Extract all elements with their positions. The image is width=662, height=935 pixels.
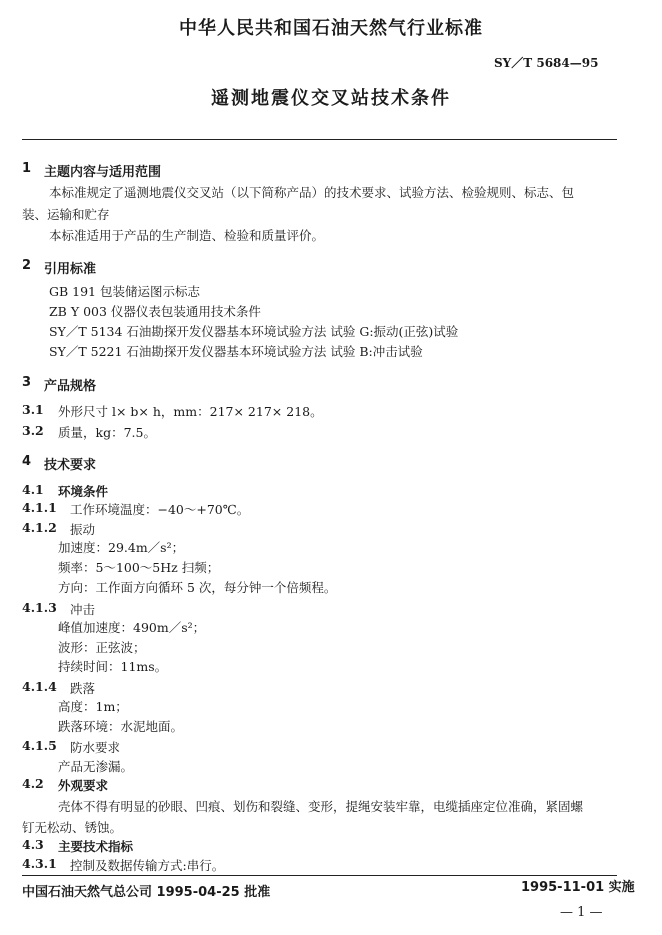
section-2-number: 2 — [22, 258, 32, 273]
standard-organization: 中华人民共和国石油天然气行业标准 — [179, 18, 483, 39]
section-3-number: 3 — [22, 375, 32, 390]
effective-date: 1995-11-01 实施 — [521, 880, 635, 895]
standard-code: SY／T 5684—95 — [494, 56, 599, 70]
clause-text: 工作环境温度：−40～+70℃。 — [70, 502, 250, 517]
clause-heading: 防水要求 — [70, 740, 121, 755]
clause-line: 钉无松动、锈蚀。 — [22, 820, 123, 835]
clause-line: 产品无渗漏。 — [58, 759, 134, 774]
clause-line: 峰值加速度：490m／s²； — [58, 620, 206, 635]
reference-item: SY／T 5221 石油勘探开发仪器基本环境试验方法 试验 B:冲击试验 — [49, 344, 423, 359]
clause-number: 4.2 — [22, 776, 44, 791]
clause-text: 外形尺寸 l× b× h，mm：217× 217× 218。 — [58, 404, 323, 419]
clause-number: 4.1.4 — [22, 679, 57, 694]
section-4-heading: 技术要求 — [44, 458, 97, 473]
clause-line: 跌落环境：水泥地面。 — [58, 719, 184, 734]
section-2-heading: 引用标准 — [44, 262, 97, 277]
clause-number: 4.1.3 — [22, 600, 57, 615]
reference-item: SY／T 5134 石油勘探开发仪器基本环境试验方法 试验 G:振动(正弦)试验 — [49, 324, 459, 339]
clause-heading: 跌落 — [70, 681, 96, 696]
clause-heading: 振动 — [70, 522, 96, 537]
reference-item: ZB Y 003 仪器仪表包装通用技术条件 — [49, 304, 261, 319]
section-1-number: 1 — [22, 161, 32, 176]
section-1-paragraph-1-line-2: 装、运输和贮存 — [22, 207, 110, 222]
approval-statement: 中国石油天然气总公司 1995-04-25 批准 — [22, 885, 271, 900]
clause-line: 波形：正弦波； — [58, 640, 146, 655]
clause-number: 4.1.2 — [22, 520, 57, 535]
clause-number: 3.2 — [22, 423, 44, 438]
section-1-paragraph-1-line-1: 本标准规定了遥测地震仪交叉站（以下简称产品）的技术要求、试验方法、检验规则、标志、包 — [49, 185, 575, 200]
header-rule — [22, 139, 617, 140]
clause-number: 4.3 — [22, 837, 44, 852]
clause-line: 持续时间：11ms。 — [58, 659, 168, 674]
clause-number: 4.3.1 — [22, 856, 57, 871]
clause-number: 3.1 — [22, 402, 44, 417]
clause-text: 控制及数据传输方式:串行。 — [70, 858, 225, 873]
section-1-heading: 主题内容与适用范围 — [44, 165, 162, 180]
clause-number: 4.1.1 — [22, 500, 57, 515]
clause-heading: 外观要求 — [58, 778, 109, 793]
section-4-number: 4 — [22, 454, 32, 469]
clause-heading: 主要技术指标 — [58, 839, 134, 854]
reference-item: GB 191 包装储运图示标志 — [49, 284, 200, 299]
clause-line: 加速度：29.4m／s²； — [58, 540, 185, 555]
document-title: 遥测地震仪交叉站技术条件 — [211, 88, 451, 109]
clause-line: 频率：5～100～5Hz 扫频； — [58, 560, 220, 575]
clause-heading: 环境条件 — [58, 484, 109, 499]
page-number: — 1 — — [560, 905, 603, 920]
clause-line: 高度：1m； — [58, 699, 128, 714]
section-1-paragraph-2: 本标准适用于产品的生产制造、检验和质量评价。 — [49, 228, 325, 243]
clause-heading: 冲击 — [70, 602, 96, 617]
clause-number: 4.1.5 — [22, 738, 57, 753]
clause-line: 壳体不得有明显的砂眼、凹痕、划伤和裂缝、变形，提绳安装牢靠，电缆插座定位准确，紧固螺 — [58, 799, 584, 814]
clause-line: 方向：工作面方向循环 5 次，每分钟一个倍频程。 — [58, 580, 337, 595]
clause-text: 质量，kg：7.5。 — [58, 425, 156, 440]
section-3-heading: 产品规格 — [44, 379, 97, 394]
clause-number: 4.1 — [22, 482, 44, 497]
